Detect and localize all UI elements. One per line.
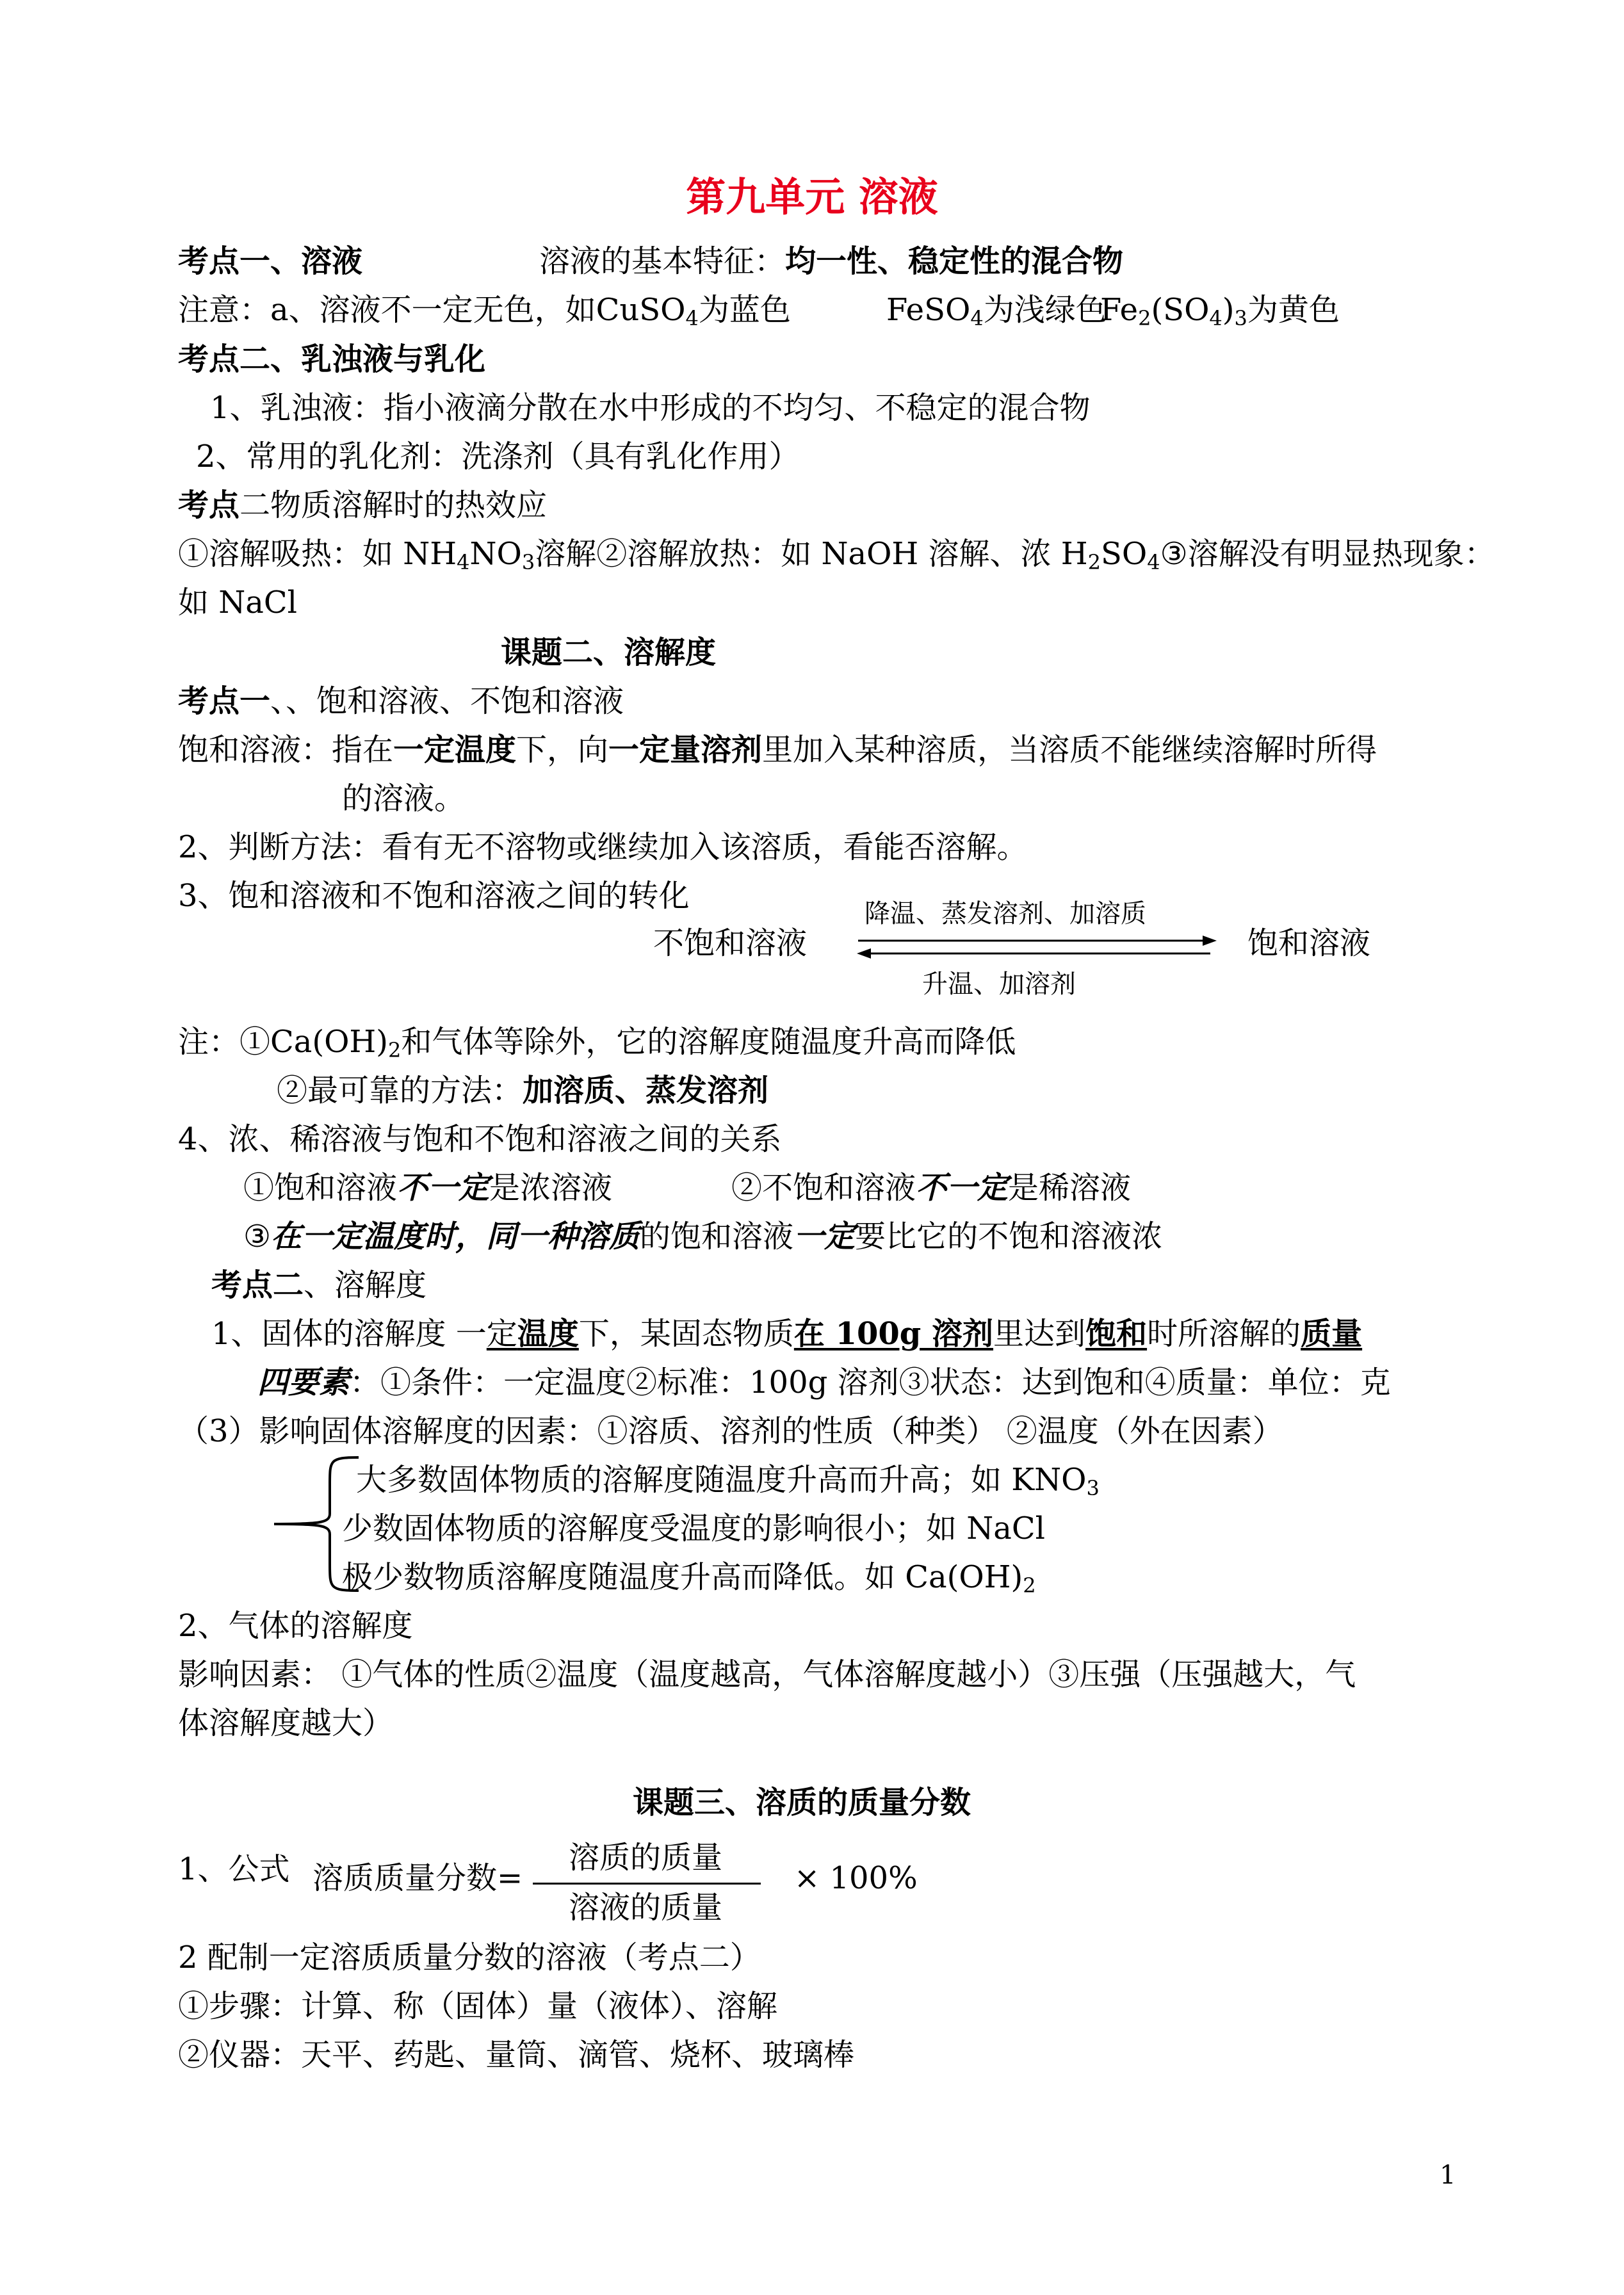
rel-label: 4、浓、稀溶液与饱和不饱和溶液之间的关系 <box>178 1121 782 1157</box>
rel2-c: 是稀溶液 <box>1008 1170 1132 1206</box>
kd3-rest: 二物质溶解时的热效应 <box>240 487 548 523</box>
rel3-c: 的饱和溶液 <box>640 1219 794 1254</box>
u2-kd2-line <box>211 1267 426 1304</box>
rel2-b: 不一定 <box>916 1170 1009 1206</box>
cuso4-color: 为蓝色 <box>698 292 791 328</box>
emulsion-2: 2、常用的乳化剂：洗涤剂（具有乳化作用） <box>196 439 800 474</box>
note2-a: ②最可靠的方法： <box>277 1073 523 1108</box>
heat-a: ①溶解吸热：如 NH <box>178 536 457 572</box>
convert-label: 3、饱和溶液和不饱和溶液之间的转化 <box>178 878 690 914</box>
sol-def-line <box>211 1315 1362 1352</box>
heat-f: 如 NaCl <box>178 585 297 620</box>
formula-numerator: 溶质的质量 <box>569 1840 723 1876</box>
kd1-label: 考点一、溶液 <box>178 243 363 279</box>
sol-b: 定 <box>486 1316 517 1352</box>
u2-kd2-label: 考点二 <box>211 1267 304 1303</box>
unit2-heading: 课题二、溶解度 <box>501 635 717 670</box>
sol-e: 在 100g 溶剂 <box>793 1316 994 1352</box>
gas-label: 2、气体的溶解度 <box>178 1608 413 1644</box>
forward-arrow-head <box>1203 936 1217 946</box>
page-title: 第九单元 溶液 <box>686 174 938 220</box>
rel2-line <box>731 1169 1131 1206</box>
u2-kd1-rest: 、、饱和溶液、不饱和溶液 <box>270 683 624 719</box>
feso4-sub: 4 <box>970 306 984 330</box>
sat-def-c: 下，向 <box>516 732 609 768</box>
rel3-a: ③ <box>243 1219 272 1254</box>
heat-b: NO <box>469 536 522 572</box>
feso4-formula: FeSO <box>886 292 971 328</box>
kd1-line <box>178 243 362 280</box>
sat-def-f: 的溶液。 <box>342 781 466 816</box>
feso4-color: 为浅绿色 <box>983 292 1107 328</box>
formula-label: 1、公式 <box>178 1851 290 1887</box>
prep-instruments: ②仪器：天平、药匙、量筒、滴管、烧杯、玻璃棒 <box>178 2037 855 2073</box>
sat-def-b: 一定温度 <box>393 732 517 768</box>
note1-line <box>178 1023 1016 1060</box>
heat-e: ③溶解没有明显热现象： <box>1160 536 1495 572</box>
sol-i: 质量 <box>1301 1316 1363 1352</box>
sat-def-a: 饱和溶液：指在 <box>178 732 394 768</box>
rel3-e: 要比它的不饱和溶液浓 <box>855 1219 1163 1254</box>
heat-sub1: 4 <box>457 550 470 574</box>
rel1-b: 不一定 <box>397 1170 490 1206</box>
fraction-bar <box>533 1883 761 1885</box>
brace-item-3 <box>342 1559 1036 1596</box>
kd1-feature-line <box>539 243 1123 280</box>
u2-kd1-label: 考点一 <box>178 683 271 719</box>
note-a-text: 注意：a、溶液不一定无色，如 <box>178 292 596 328</box>
rel3-line <box>243 1218 1162 1255</box>
u2-kd1-line <box>178 683 624 720</box>
note2-b: 加溶质、蒸发溶剂 <box>523 1073 769 1108</box>
rel1-line <box>243 1169 612 1206</box>
sol-d: 下，某固态物质 <box>578 1316 794 1352</box>
fe2so43-line <box>1100 291 1340 328</box>
conversion-arrows <box>852 932 1223 964</box>
note-a-line <box>178 291 791 328</box>
formula-lhs: 溶质质量分数= <box>313 1860 523 1896</box>
sol-h: 时所溶解的 <box>1147 1316 1301 1352</box>
page-number: 1 <box>1440 2161 1456 2190</box>
rel1-a: ①饱和溶液 <box>243 1170 398 1206</box>
four-b: ：①条件：一定温度②标准：100g 溶剂③状态：达到饱和④质量：单位：克 <box>350 1365 1391 1400</box>
fe2-sub2: 4 <box>1209 306 1222 330</box>
feso4-line <box>886 291 1107 328</box>
factors-line: （3）影响固体溶解度的因素：①溶质、溶剂的性质（种类） ②温度（外在因素） <box>178 1413 1283 1449</box>
heat-d: SO <box>1101 536 1148 572</box>
sol-c: 温度 <box>517 1316 579 1352</box>
unit3-heading: 课题三、溶质的质量分数 <box>633 1785 971 1821</box>
fe2-b: (SO <box>1151 292 1210 328</box>
brace-item-2: 少数固体物质的溶解度受温度的影响很小；如 NaCl <box>342 1511 1045 1546</box>
gas-factors-1: 影响因素： ①气体的性质②温度（温度越高，气体溶解度越小）③压强（压强越大，气 <box>178 1657 1356 1692</box>
rel3-b: 在一定温度时，同一种溶质 <box>271 1219 640 1254</box>
sat-solution: 饱和溶液 <box>1247 925 1371 961</box>
heat-sub3: 2 <box>1087 550 1101 574</box>
brace3-a: 极少数物质溶解度随温度升高而降低。如 Ca(OH) <box>342 1559 1023 1595</box>
four-elements-line <box>257 1364 1391 1401</box>
kd2-label: 考点二、乳浊液与乳化 <box>178 341 486 377</box>
heat-c: 溶解②溶解放热：如 NaOH 溶解、浓 H <box>535 536 1088 572</box>
note1-a: 注：①Ca(OH) <box>178 1024 389 1060</box>
sol-g: 饱和 <box>1085 1316 1148 1352</box>
arrow-top-label: 降温、蒸发溶剂、加溶质 <box>865 899 1146 929</box>
fe2-sub1: 2 <box>1138 306 1151 330</box>
note1-b: 和气体等除外，它的溶解度随温度升高而降低 <box>401 1024 1016 1060</box>
kd1-feature-label: 溶液的基本特征： <box>539 243 786 279</box>
fe2-c: ) <box>1222 292 1235 328</box>
cuso4-formula: CuSO <box>596 292 686 328</box>
gas-factors-2: 体溶解度越大） <box>178 1705 394 1741</box>
unsat-solution: 不饱和溶液 <box>653 925 808 961</box>
heat-line <box>178 535 1495 572</box>
kd3-line <box>178 487 547 524</box>
brace1-a: 大多数固体物质的溶解度随温度升高而升高；如 KNO <box>356 1462 1087 1498</box>
cuso4-sub: 4 <box>685 306 699 330</box>
four-a: 四要素 <box>257 1365 350 1400</box>
brace3-sub: 2 <box>1023 1573 1036 1598</box>
heat-sub2: 3 <box>521 550 535 574</box>
brace1-sub: 3 <box>1086 1476 1100 1500</box>
u2-kd2-rest: 、溶解度 <box>304 1267 427 1303</box>
judge-method: 2、判断方法：看有无不溶物或继续加入该溶质，看能否溶解。 <box>178 829 1028 865</box>
arrow-bottom-label: 升温、加溶剂 <box>922 969 1076 999</box>
fe2-a: Fe <box>1100 292 1139 328</box>
note2-line <box>277 1072 768 1109</box>
emulsion-1: 1、乳浊液：指小液滴分散在水中形成的不均匀、不稳定的混合物 <box>210 390 1091 426</box>
rel1-c: 是浓溶液 <box>489 1170 613 1206</box>
fe2-color: 为黄色 <box>1247 292 1340 328</box>
rel3-d: 一定 <box>793 1219 856 1254</box>
prep-label: 2 配制一定溶质质量分数的溶液（考点二） <box>178 1940 761 1975</box>
fe2-sub3: 3 <box>1234 306 1247 330</box>
sat-def-d: 一定量溶剂 <box>608 732 763 768</box>
heat-sub4: 4 <box>1147 550 1160 574</box>
note1-sub: 2 <box>388 1038 402 1062</box>
sol-f: 里达到 <box>993 1316 1086 1352</box>
formula-denominator: 溶液的质量 <box>569 1890 723 1926</box>
sat-def-e: 里加入某种溶质，当溶质不能继续溶解时所得 <box>762 732 1377 768</box>
sol-a: 1、固体的溶解度 一 <box>211 1316 487 1352</box>
backward-arrow-head <box>857 948 871 959</box>
formula-times-100: × 100% <box>794 1860 918 1896</box>
kd3-label: 考点 <box>178 487 240 523</box>
prep-steps: ①步骤：计算、称（固体）量（液体）、溶解 <box>178 1988 778 2024</box>
rel2-a: ②不饱和溶液 <box>731 1170 916 1206</box>
kd1-feature-value: 均一性、稳定性的混合物 <box>785 243 1124 279</box>
brace-item-1 <box>356 1461 1100 1498</box>
sat-def-line <box>178 731 1377 768</box>
